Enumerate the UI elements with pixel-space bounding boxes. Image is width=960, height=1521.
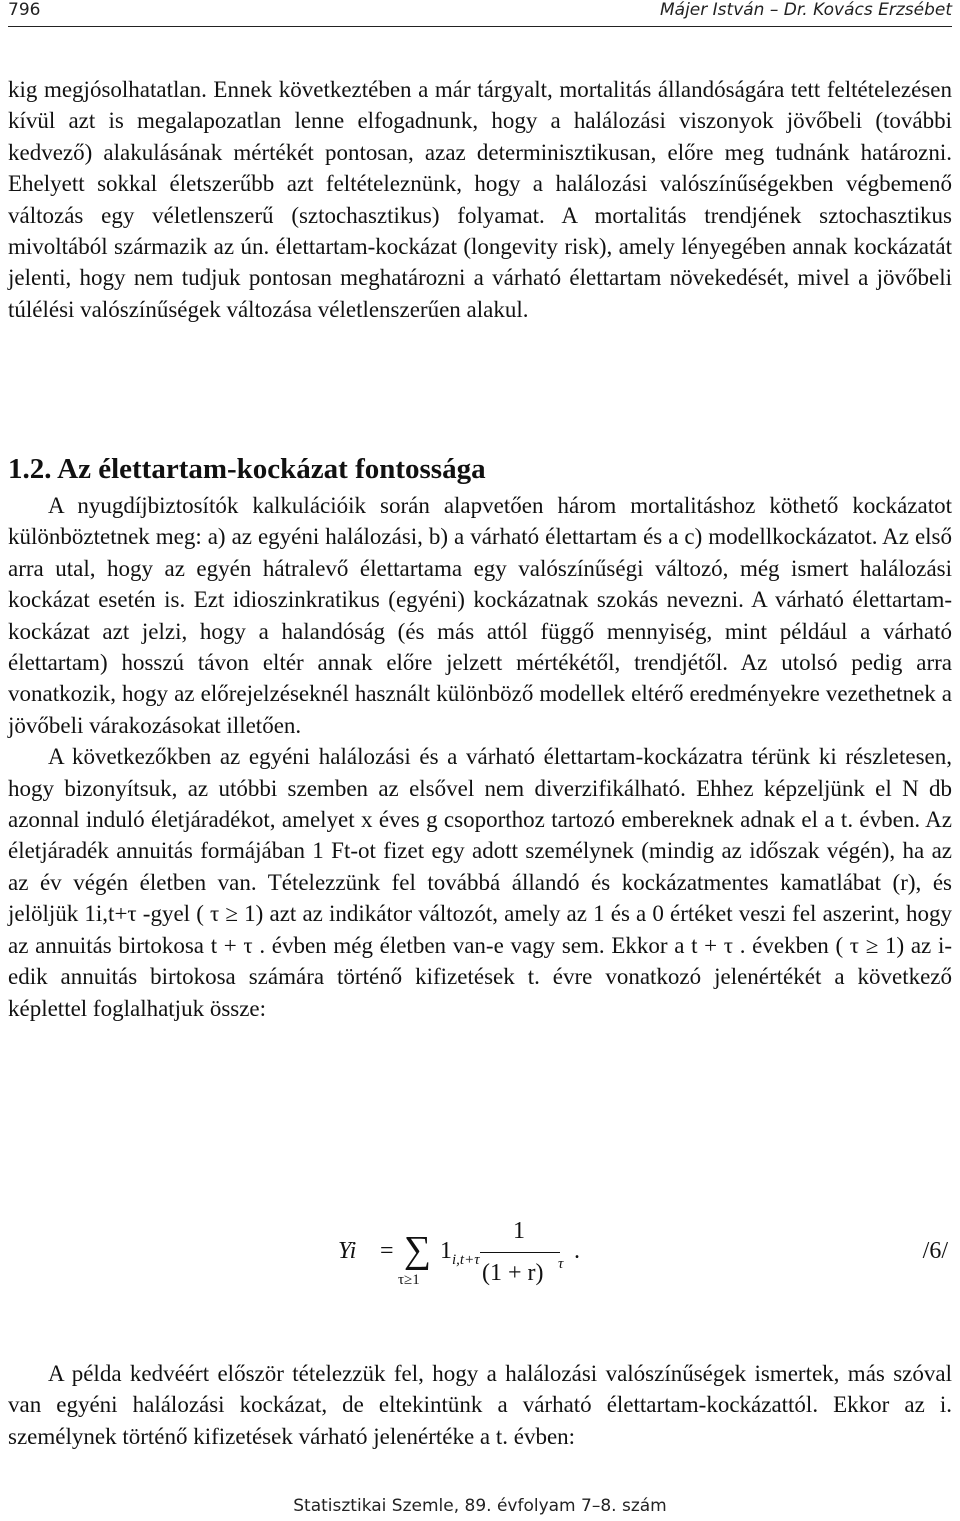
formula-lhs: Yi [338, 1238, 357, 1264]
equation-number: /6/ [922, 1238, 948, 1264]
formula-equals: = [380, 1238, 394, 1264]
summation-index: τ≥1 [398, 1272, 420, 1288]
indicator-symbol: 1 [440, 1238, 452, 1264]
formula-6 [8, 1208, 952, 1308]
page-number: 796 [8, 0, 41, 20]
fraction-bar [480, 1252, 560, 1253]
header-rule [8, 26, 952, 27]
body-paragraph-1 [8, 74, 952, 325]
header-authors: Májer István – Dr. Kovács Erzsébet [660, 0, 952, 20]
formula-period: . [574, 1238, 580, 1264]
paragraph-text: A következőkben az egyéni halálozási és a várható élettartam-kockázatra térünk ki részletesen, hogy bizonyítsuk, az utóbbi szemben az elsővel nem diverzifikálható. Ehhez képzeljünk el N db azonnal induló életjáradékot, amelyet x éves g csoporthoz tartozó embereknek adnak el a t. évben. Az életjáradék annuitás formájában 1 Ft-ot fizet egy adott személynek (mindig az időszak végén), ha az az év végén életben van. Tételezzünk fel továbbá állandó és kockázatmentes kamatlábat (r), és jelöljük 1i,t+τ -gyel ( τ ≥ 1) azt az indikátor változót, amely az 1 és a 0 értéket veszi fel aszerint, hogy az annuitás birtokosa t + τ . évben még életben van-e vagy sem. Ekkor a t + τ . években ( τ ≥ 1) az i-edik annuitás birtokosa számára történő kifizetések t. évre vonatkozó jelenértékét a következő képlettel foglalhatjuk össze: [8, 744, 952, 1021]
paragraph-text: A nyugdíjbiztosítók kalkulációik során alapvetően három mortalitáshoz köthető kockázatot különböztetnek meg: a) az egyéni halálozási, b) a várható élettartam és a c) modellkockázatot. Az első arra utal, hogy az egyén hátralevő élettartama egy valószínűségi változó, még ismert halálozási kockázat esetén is. Ezt idioszinkratikus (egyéni) kockázatnak szokás nevezni. A várható élettartam-kockázat azt jelzi, hogy a halandóság (és más attól függő mennyiség, mint például a várható élettartam) hosszú távon eltér annak előre jelzett mértékétől, trendjétől. Az utolsó pedig arra vonatkozik, hogy az előrejelzéseknél használt különböző modellek eltérő eredményekre vezethetnek a jövőbeli várakozásokat illetően. [8, 493, 952, 738]
paragraph-text: kig megjósolhatatlan. Ennek következtében a már tárgyalt, mortalitás állandóságára tett feltételezésen kívül azt is megalapozatlan lenne elfogadnunk, hogy a halálozási viszonyok jövőbeli (további kedvező) alakulásának mértékét pontosan, azaz determinisztikusan, előre meg tudnánk határozni. Ehelyett sokkal életszerűbb azt feltételeznünk, hogy a halálozási valószínűségekben végbemenő változás egy véletlenszerű (sztochasztikus) folyamat. A mortalitás trendjének sztochasztikus mivoltából származik az ún. élettartam-kockázat (longevity risk), amely lényegében annak kockázatát jelenti, hogy nem tudjuk pontosan meghatározni a várható élettartam növekedését, mivel a jövőbeli túlélési valószínűségek változása véletlenszerűen alakul. [8, 77, 952, 322]
summation-sign: ∑ [404, 1229, 432, 1271]
body-paragraph-3 [8, 1358, 952, 1452]
fraction-exponent: τ [558, 1256, 564, 1272]
paragraph-text: A példa kedvéért először tételezzük fel, hogy a halálozási valószínűségek ismertek, más szóval van egyéni halálozási kockázat, de eltekintünk a várható élettartam-kockázattól. Ekkor az i. személynek történő kifizetések várható jelenértéke a t. évben: [8, 1361, 952, 1449]
section-heading: 1.2. Az élettartam-kockázat fontossága [8, 453, 486, 485]
running-footer: Statisztikai Szemle, 89. évfolyam 7–8. szám [293, 1496, 667, 1516]
fraction-denominator: (1 + r) [482, 1260, 544, 1286]
indicator-subscript: i,t+τ [452, 1252, 480, 1268]
running-header [8, 0, 952, 22]
fraction-numerator: 1 [513, 1218, 525, 1244]
body-paragraph-2 [8, 490, 952, 1024]
